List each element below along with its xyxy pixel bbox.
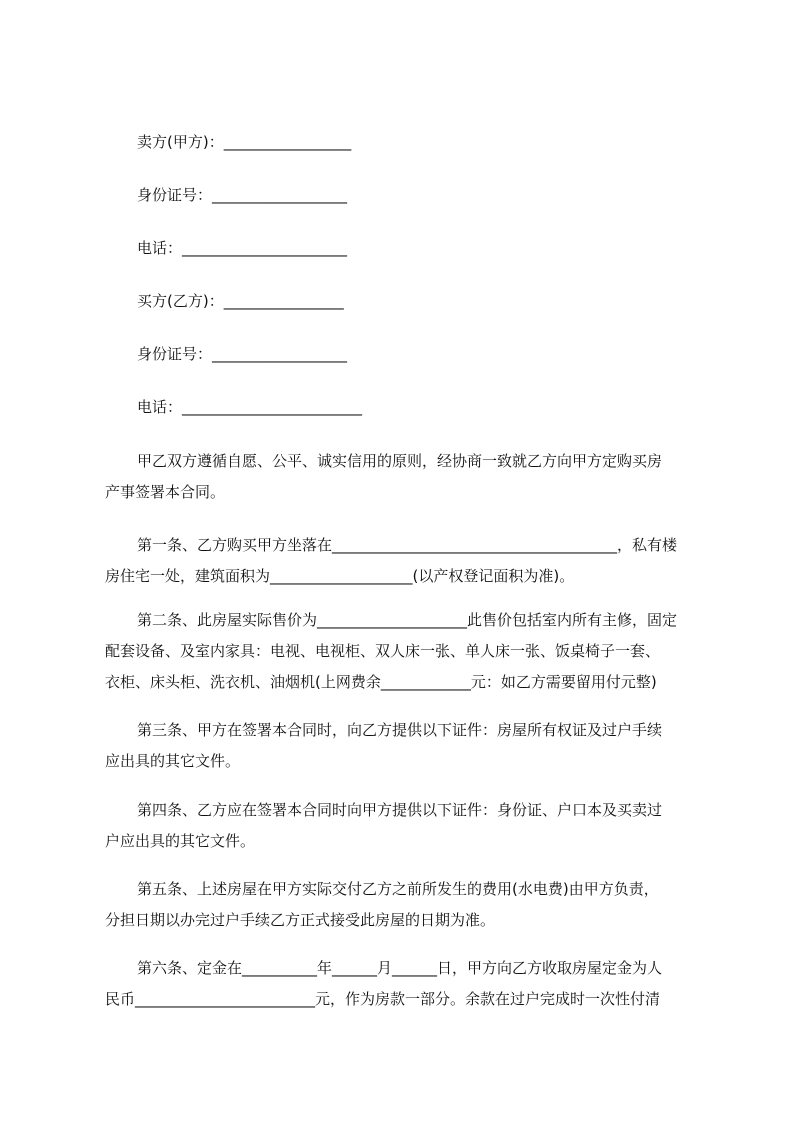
paragraph-line: 第二条、此房屋实际售价为____________________此售价包括室内所有主修，固定: [137, 611, 678, 629]
article-5-paragraph: [105, 874, 715, 936]
paragraph-line: 第四条、乙方应在签署本合同时向甲方提供以下证件：身份证、户口本及买卖过: [137, 801, 663, 819]
preamble-paragraph: [105, 446, 715, 508]
paragraph-line: 户应出具的其它文件。: [105, 832, 256, 850]
article-6-paragraph: [105, 953, 715, 1015]
article-2-paragraph: [105, 605, 715, 698]
paragraph-line: 第一条、乙方购买甲方坐落在______________________________________，私有楼: [137, 536, 678, 554]
seller-phone-field: 电话：______________________: [137, 239, 348, 257]
article-3-paragraph: [105, 715, 715, 777]
paragraph-line: 第三条、甲方在签署本合同时，向乙方提供以下证件：房屋所有权证及过户手续: [137, 721, 663, 739]
paragraph-line: 第五条、上述房屋在甲方实际交付乙方之前所发生的费用(水电费)由甲方负责，: [137, 880, 659, 898]
paragraph-line: 配套设备、及室内家具：电视、电视柜、双人床一张、单人床一张、饭桌椅子一套、: [105, 642, 661, 660]
seller-field: 卖方(甲方)：_________________: [137, 133, 352, 151]
paragraph-line: 衣柜、床头柜、洗衣机、油烟机(上网费余____________元：如乙方需要留用付元整): [105, 673, 657, 691]
buyer-id-field: 身份证号：__________________: [137, 345, 348, 363]
article-1-paragraph: [105, 530, 715, 592]
paragraph-line: 房住宅一处，建筑面积为___________________(以产权登记面积为准)。: [105, 567, 575, 585]
paragraph-line: 第六条、定金在__________年______月______日，甲方向乙方收取房屋定金为人: [137, 959, 663, 977]
buyer-field: 买方(乙方)：________________: [137, 292, 344, 310]
article-4-paragraph: [105, 795, 715, 857]
paragraph-line: 应出具的其它文件。: [105, 752, 241, 770]
seller-id-field: 身份证号：__________________: [137, 186, 348, 204]
paragraph-line: 民币________________________元，作为房款一部分。余款在过户完成时一次性付清: [105, 990, 661, 1008]
paragraph-line: 产事签署本合同。: [105, 483, 226, 501]
paragraph-line: 分担日期以办完过户手续乙方正式接受此房屋的日期为准。: [105, 911, 496, 929]
paragraph-line: 甲乙双方遵循自愿、公平、诚实信用的原则，经协商一致就乙方向甲方定购买房: [137, 452, 663, 470]
buyer-phone-field: 电话：________________________: [137, 398, 363, 416]
